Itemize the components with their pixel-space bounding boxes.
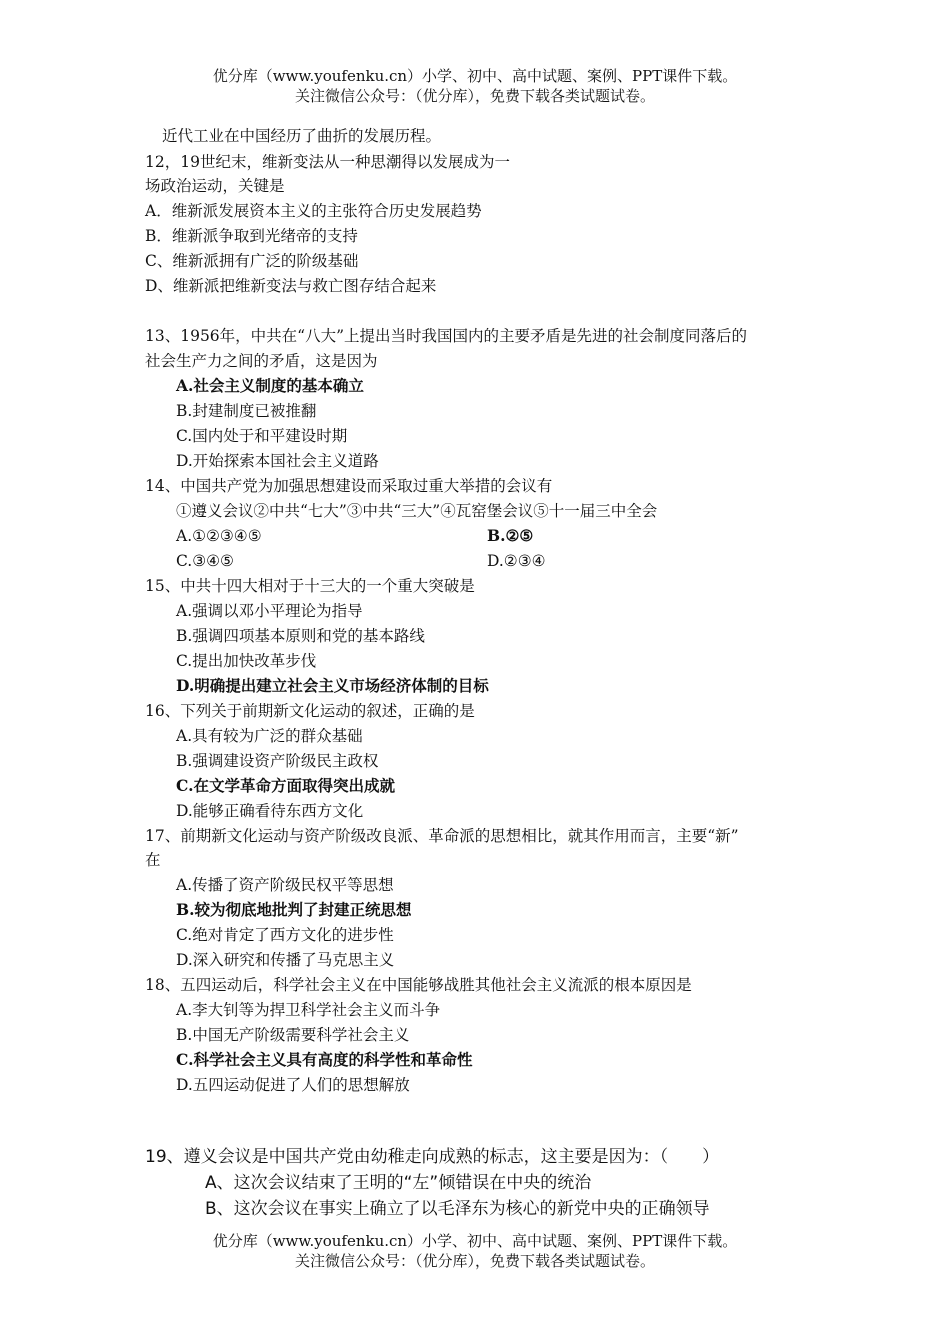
q15-option-c: C.提出加快改革步伐 [176, 652, 317, 670]
q14-stem: 14、中国共产党为加强思想建设而采取过重大举措的会议有 [145, 477, 553, 495]
header-line-1: 优分库（www.youfenku.cn）小学、初中、高中试题、案例、PPT课件下载。 [212, 67, 738, 85]
q19-option-b: B、这次会议在事实上确立了以毛泽东为核心的新党中央的正确领导 [205, 1199, 710, 1219]
q17-option-a: A.传播了资产阶级民权平等思想 [176, 876, 394, 894]
q12-option-b: B．维新派争取到光绪帝的支持 [145, 227, 358, 245]
q14-option-b: B.②⑤ [487, 526, 534, 545]
q17-stem-1: 17、前期新文化运动与资产阶级改良派、革命派的思想相比，就其作用而言，主要“新” [145, 827, 739, 845]
q15-option-d: D.明确提出建立社会主义市场经济体制的目标 [176, 676, 489, 695]
q13-stem-2: 社会生产力之间的矛盾，这是因为 [145, 352, 378, 370]
q17-option-d: D.深入研究和传播了马克思主义 [176, 951, 395, 969]
q19-option-a: A、这次会议结束了王明的“左”倾错误在中央的统治 [205, 1173, 592, 1193]
q18-option-c: C.科学社会主义具有高度的科学性和革命性 [176, 1050, 473, 1069]
q14-items: ①遵义会议②中共“七大”③中共“三大”④瓦窑堡会议⑤十一届三中全会 [176, 502, 658, 520]
q13-stem-1: 13、1956年，中共在“八大”上提出当时我国国内的主要矛盾是先进的社会制度同落后的 [145, 327, 748, 345]
q15-option-b: B.强调四项基本原则和党的基本路线 [176, 627, 425, 645]
q18-stem: 18、五四运动后，科学社会主义在中国能够战胜其他社会主义流派的根本原因是 [145, 976, 692, 994]
q17-option-b: B.较为彻底地批判了封建正统思想 [176, 900, 412, 919]
q12-option-a: A．维新派发展资本主义的主张符合历史发展趋势 [145, 202, 482, 220]
q16-option-a: A.具有较为广泛的群众基础 [176, 727, 363, 745]
q16-option-d: D.能够正确看待东西方文化 [176, 802, 364, 820]
q18-option-d: D.五四运动促进了人们的思想解放 [176, 1076, 410, 1094]
q16-option-b: B.强调建设资产阶级民主政权 [176, 752, 379, 770]
q12-option-d: D、维新派把维新变法与救亡图存结合起来 [145, 277, 437, 295]
q18-option-b: B.中国无产阶级需要科学社会主义 [176, 1026, 410, 1044]
q13-option-b: B.封建制度已被推翻 [176, 402, 317, 420]
q17-stem-2: 在 [145, 851, 161, 869]
q17-option-c: C.绝对肯定了西方文化的进步性 [176, 926, 394, 944]
q19-stem: 19、遵义会议是中国共产党由幼稚走向成熟的标志，这主要是因为：（ ） [145, 1147, 720, 1167]
header-line-2: 关注微信公众号：（优分库），免费下载各类试题试卷。 [294, 87, 655, 105]
q12-option-c: C、维新派拥有广泛的阶级基础 [145, 252, 359, 270]
intro-text: 近代工业在中国经历了曲折的发展历程。 [162, 127, 442, 145]
q12-stem-1: 12，19世纪末，维新变法从一种思潮得以发展成为一 [145, 153, 510, 171]
q12-stem-2: 场政治运动，关键是 [145, 177, 285, 195]
q16-option-c: C.在文学革命方面取得突出成就 [176, 776, 395, 795]
footer-line-2: 关注微信公众号：（优分库），免费下载各类试题试卷。 [294, 1252, 655, 1270]
q13-option-c: C.国内处于和平建设时期 [176, 427, 348, 445]
footer-line-1: 优分库（www.youfenku.cn）小学、初中、高中试题、案例、PPT课件下载。 [212, 1232, 738, 1250]
q18-option-a: A.李大钊等为捍卫科学社会主义而斗争 [176, 1001, 441, 1019]
q16-stem: 16、下列关于前期新文化运动的叙述，正确的是 [145, 702, 475, 720]
q13-option-a: A.社会主义制度的基本确立 [176, 376, 364, 395]
q14-option-a: A.①②③④⑤ [176, 527, 262, 545]
q13-option-d: D.开始探索本国社会主义道路 [176, 452, 379, 470]
q15-option-a: A.强调以邓小平理论为指导 [176, 602, 363, 620]
q14-option-c: C.③④⑤ [176, 552, 234, 570]
q14-option-d: D.②③④ [487, 552, 546, 570]
q15-stem: 15、中共十四大相对于十三大的一个重大突破是 [145, 577, 475, 595]
